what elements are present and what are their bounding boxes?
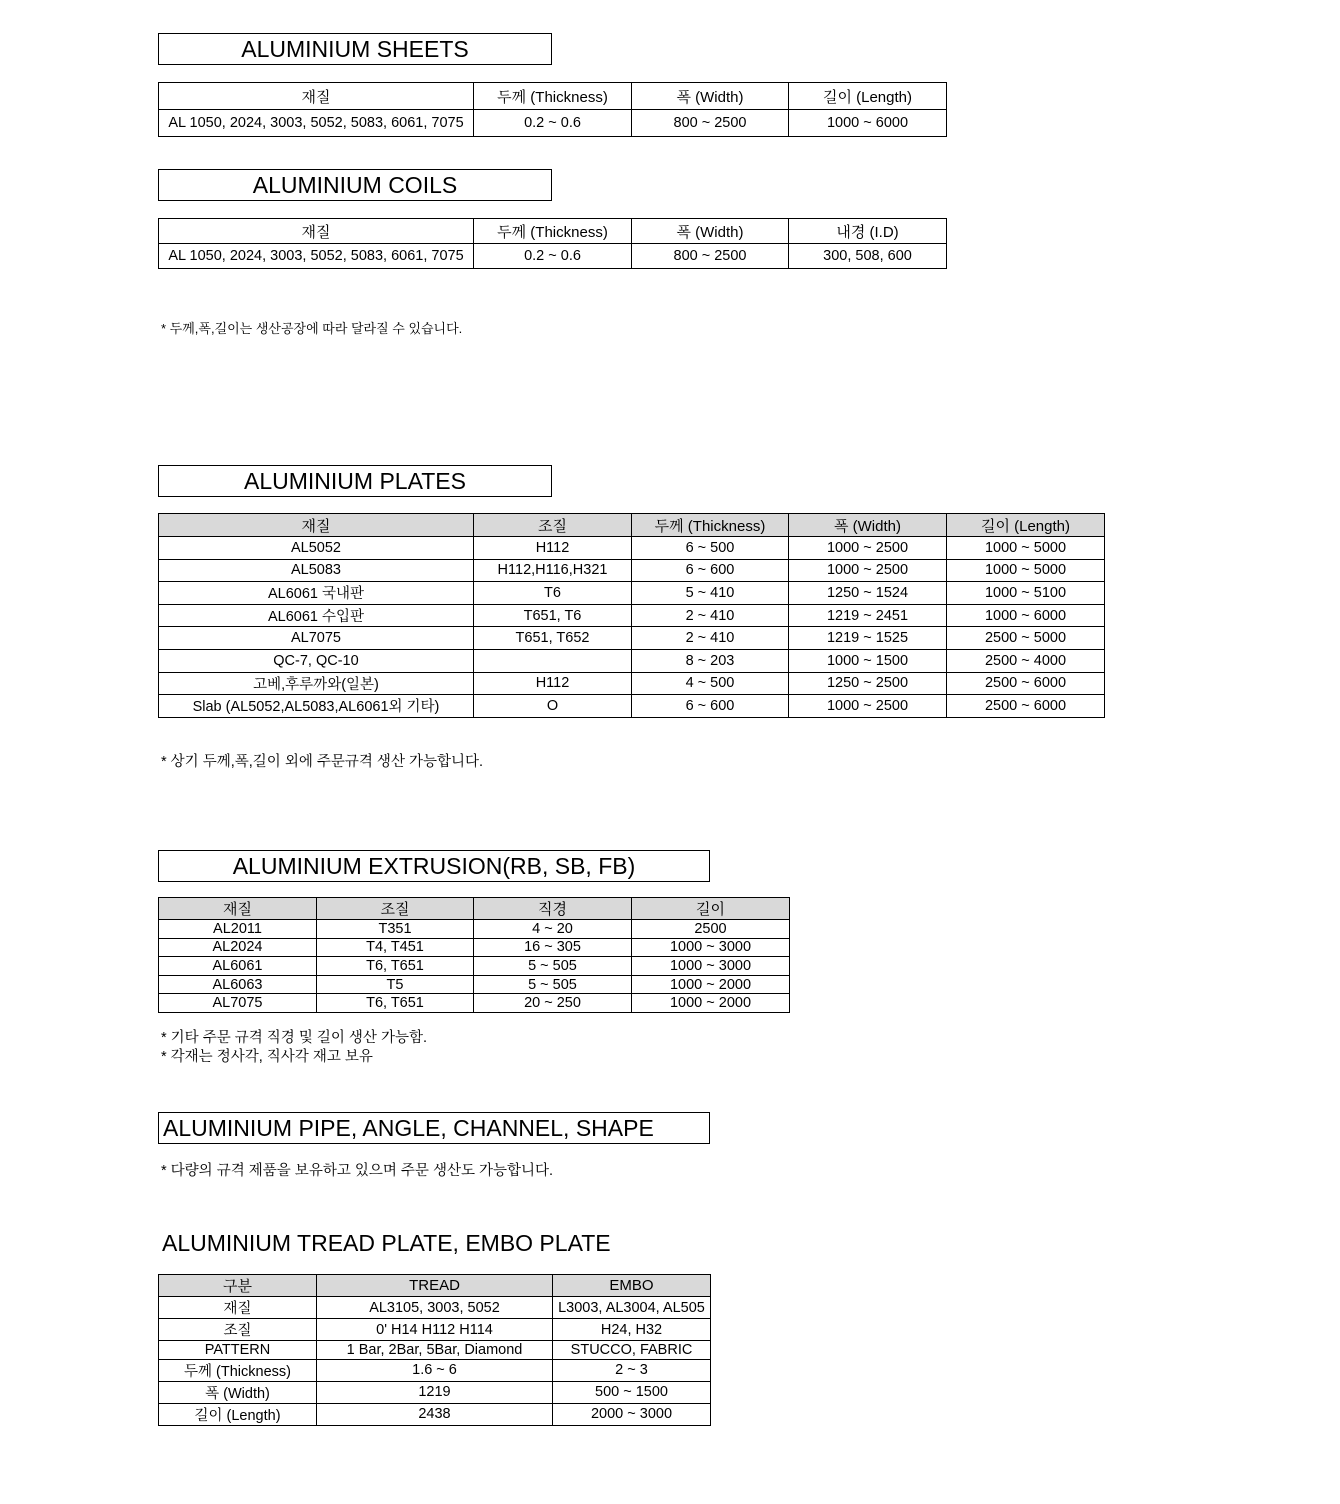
table-cell: 2 ~ 410 [632,604,789,627]
table-cell: AL6061 [159,957,317,976]
table-row [159,559,1105,582]
extrusion-table [158,897,790,1013]
extrusion-title: ALUMINIUM EXTRUSION(RB, SB, FB) [158,850,710,882]
table-cell: 2000 ~ 3000 [553,1403,711,1425]
pipe-title: ALUMINIUM PIPE, ANGLE, CHANNEL, SHAPE [158,1112,710,1144]
table-row [159,244,947,269]
table-cell: PATTERN [159,1341,317,1360]
table-cell: H24, H32 [553,1319,711,1341]
table-cell: 1000 ~ 2500 [789,559,947,582]
table-row [159,1297,711,1319]
coils-note: * 두께,폭,길이는 생산공장에 따라 달라질 수 있습니다. [161,321,463,336]
header-cell: 길이 [632,898,790,920]
table-cell: 1000 ~ 6000 [789,110,947,137]
header-cell: 조질 [474,514,632,537]
table-row [159,920,790,939]
table-cell: T6, T651 [317,994,474,1013]
header-cell: 두께 (Thickness) [474,83,632,110]
sheets-header-row [159,83,947,110]
header-cell: 길이 (Length) [789,83,947,110]
plates-table [158,513,1105,718]
table-row [159,1341,711,1360]
table-cell: 1000 ~ 5000 [947,559,1105,582]
table-cell: 500 ~ 1500 [553,1381,711,1403]
table-cell: 0' H14 H112 H114 [317,1319,553,1341]
table-cell: Slab (AL5052,AL5083,AL6061외 기타) [159,695,474,718]
header-cell: 폭 (Width) [632,219,789,244]
table-cell: 2500 ~ 5000 [947,627,1105,650]
extrusion-header-row [159,898,790,920]
tread-table [158,1274,711,1426]
table-row [159,110,947,137]
table-row [159,604,1105,627]
header-cell: 내경 (I.D) [789,219,947,244]
extrusion-note-1: * 기타 주문 규격 직경 및 길이 생산 가능함. [161,1030,428,1046]
table-cell: 6 ~ 600 [632,559,789,582]
header-cell: 재질 [159,219,474,244]
header-cell: 조질 [317,898,474,920]
table-cell: T651, T652 [474,627,632,650]
table-cell: AL7075 [159,627,474,650]
pipe-note: * 다량의 규격 제품을 보유하고 있으며 주문 생산도 가능합니다. [161,1163,554,1179]
header-cell: 두께 (Thickness) [632,514,789,537]
table-cell: 5 ~ 505 [474,957,632,976]
table-cell: AL6063 [159,975,317,994]
table-cell: T351 [317,920,474,939]
table-cell: AL6061 국내판 [159,582,474,605]
table-row [159,672,1105,695]
table-cell: 20 ~ 250 [474,994,632,1013]
header-cell: 재질 [159,514,474,537]
table-row [159,1359,711,1381]
table-cell: 800 ~ 2500 [632,244,789,269]
table-cell: 1250 ~ 2500 [789,672,947,695]
table-cell: 두께 (Thickness) [159,1359,317,1381]
table-cell: 길이 (Length) [159,1403,317,1425]
table-cell: T6, T651 [317,957,474,976]
table-cell: 1219 [317,1381,553,1403]
table-cell: AL3105, 3003, 5052 [317,1297,553,1319]
table-cell: 1 Bar, 2Bar, 5Bar, Diamond [317,1341,553,1360]
table-cell: 고베,후루까와(일본) [159,672,474,695]
header-cell: 폭 (Width) [789,514,947,537]
table-cell: 8 ~ 203 [632,649,789,672]
table-row [159,1403,711,1425]
table-row [159,994,790,1013]
table-cell: T4, T451 [317,938,474,957]
table-cell: AL5083 [159,559,474,582]
table-cell: 5 ~ 505 [474,975,632,994]
table-cell: H112 [474,672,632,695]
table-cell: 1000 ~ 2000 [632,975,790,994]
header-cell: 길이 (Length) [947,514,1105,537]
table-cell: 1.6 ~ 6 [317,1359,553,1381]
header-cell: 구분 [159,1275,317,1297]
table-cell: 800 ~ 2500 [632,110,789,137]
table-cell: 1000 ~ 1500 [789,649,947,672]
table-cell: 2500 [632,920,790,939]
table-row [159,1319,711,1341]
table-cell: 1000 ~ 3000 [632,957,790,976]
table-cell: 재질 [159,1297,317,1319]
table-cell: AL7075 [159,994,317,1013]
header-cell: EMBO [553,1275,711,1297]
plates-title: ALUMINIUM PLATES [158,465,552,497]
table-cell: STUCCO, FABRIC [553,1341,711,1360]
tread-header-row [159,1275,711,1297]
header-cell: 재질 [159,83,474,110]
sheets-table [158,82,947,137]
table-cell: 2438 [317,1403,553,1425]
table-cell: L3003, AL3004, AL505 [553,1297,711,1319]
table-cell: 4 ~ 500 [632,672,789,695]
table-cell: 2500 ~ 6000 [947,695,1105,718]
table-cell: 1000 ~ 2500 [789,695,947,718]
table-cell: 4 ~ 20 [474,920,632,939]
table-row [159,582,1105,605]
table-cell: 2 ~ 3 [553,1359,711,1381]
table-cell: AL5052 [159,537,474,560]
table-cell: T5 [317,975,474,994]
coils-header-row [159,219,947,244]
table-row [159,938,790,957]
table-cell: 1000 ~ 5100 [947,582,1105,605]
table-cell: H112 [474,537,632,560]
table-cell: AL2011 [159,920,317,939]
table-cell: 6 ~ 500 [632,537,789,560]
table-cell: O [474,695,632,718]
table-cell: AL2024 [159,938,317,957]
table-cell: 조질 [159,1319,317,1341]
table-cell: AL 1050, 2024, 3003, 5052, 5083, 6061, 7075 [159,110,474,137]
table-row [159,649,1105,672]
table-cell [474,649,632,672]
tread-title: ALUMINIUM TREAD PLATE, EMBO PLATE [162,1230,611,1256]
table-cell: 1000 ~ 6000 [947,604,1105,627]
header-cell: 두께 (Thickness) [474,219,632,244]
table-cell: 1000 ~ 2500 [789,537,947,560]
header-cell: TREAD [317,1275,553,1297]
table-cell: 0.2 ~ 0.6 [474,244,632,269]
table-cell: 1000 ~ 3000 [632,938,790,957]
table-cell: T6 [474,582,632,605]
table-cell: 1000 ~ 5000 [947,537,1105,560]
table-cell: 300, 508, 600 [789,244,947,269]
table-row [159,957,790,976]
coils-title: ALUMINIUM COILS [158,169,552,201]
extrusion-note-2: * 각재는 정사각, 직사각 재고 보유 [161,1049,373,1065]
table-cell: 1000 ~ 2000 [632,994,790,1013]
table-cell: T651, T6 [474,604,632,627]
table-cell: AL6061 수입판 [159,604,474,627]
table-cell: 2 ~ 410 [632,627,789,650]
header-cell: 직경 [474,898,632,920]
plates-header-row [159,514,1105,537]
table-cell: 16 ~ 305 [474,938,632,957]
table-cell: 6 ~ 600 [632,695,789,718]
table-row [159,695,1105,718]
table-cell: 2500 ~ 4000 [947,649,1105,672]
table-row [159,627,1105,650]
table-cell: 1219 ~ 2451 [789,604,947,627]
table-row [159,537,1105,560]
plates-note: * 상기 두께,폭,길이 외에 주문규격 생산 가능합니다. [161,754,484,770]
table-cell: 1250 ~ 1524 [789,582,947,605]
sheets-title: ALUMINIUM SHEETS [158,33,552,65]
table-cell: AL 1050, 2024, 3003, 5052, 5083, 6061, 7075 [159,244,474,269]
table-row [159,975,790,994]
coils-table [158,218,947,269]
table-cell: 1219 ~ 1525 [789,627,947,650]
table-cell: 폭 (Width) [159,1381,317,1403]
table-cell: 0.2 ~ 0.6 [474,110,632,137]
table-cell: 2500 ~ 6000 [947,672,1105,695]
table-cell: QC-7, QC-10 [159,649,474,672]
table-cell: 5 ~ 410 [632,582,789,605]
table-cell: H112,H116,H321 [474,559,632,582]
table-row [159,1381,711,1403]
header-cell: 재질 [159,898,317,920]
header-cell: 폭 (Width) [632,83,789,110]
